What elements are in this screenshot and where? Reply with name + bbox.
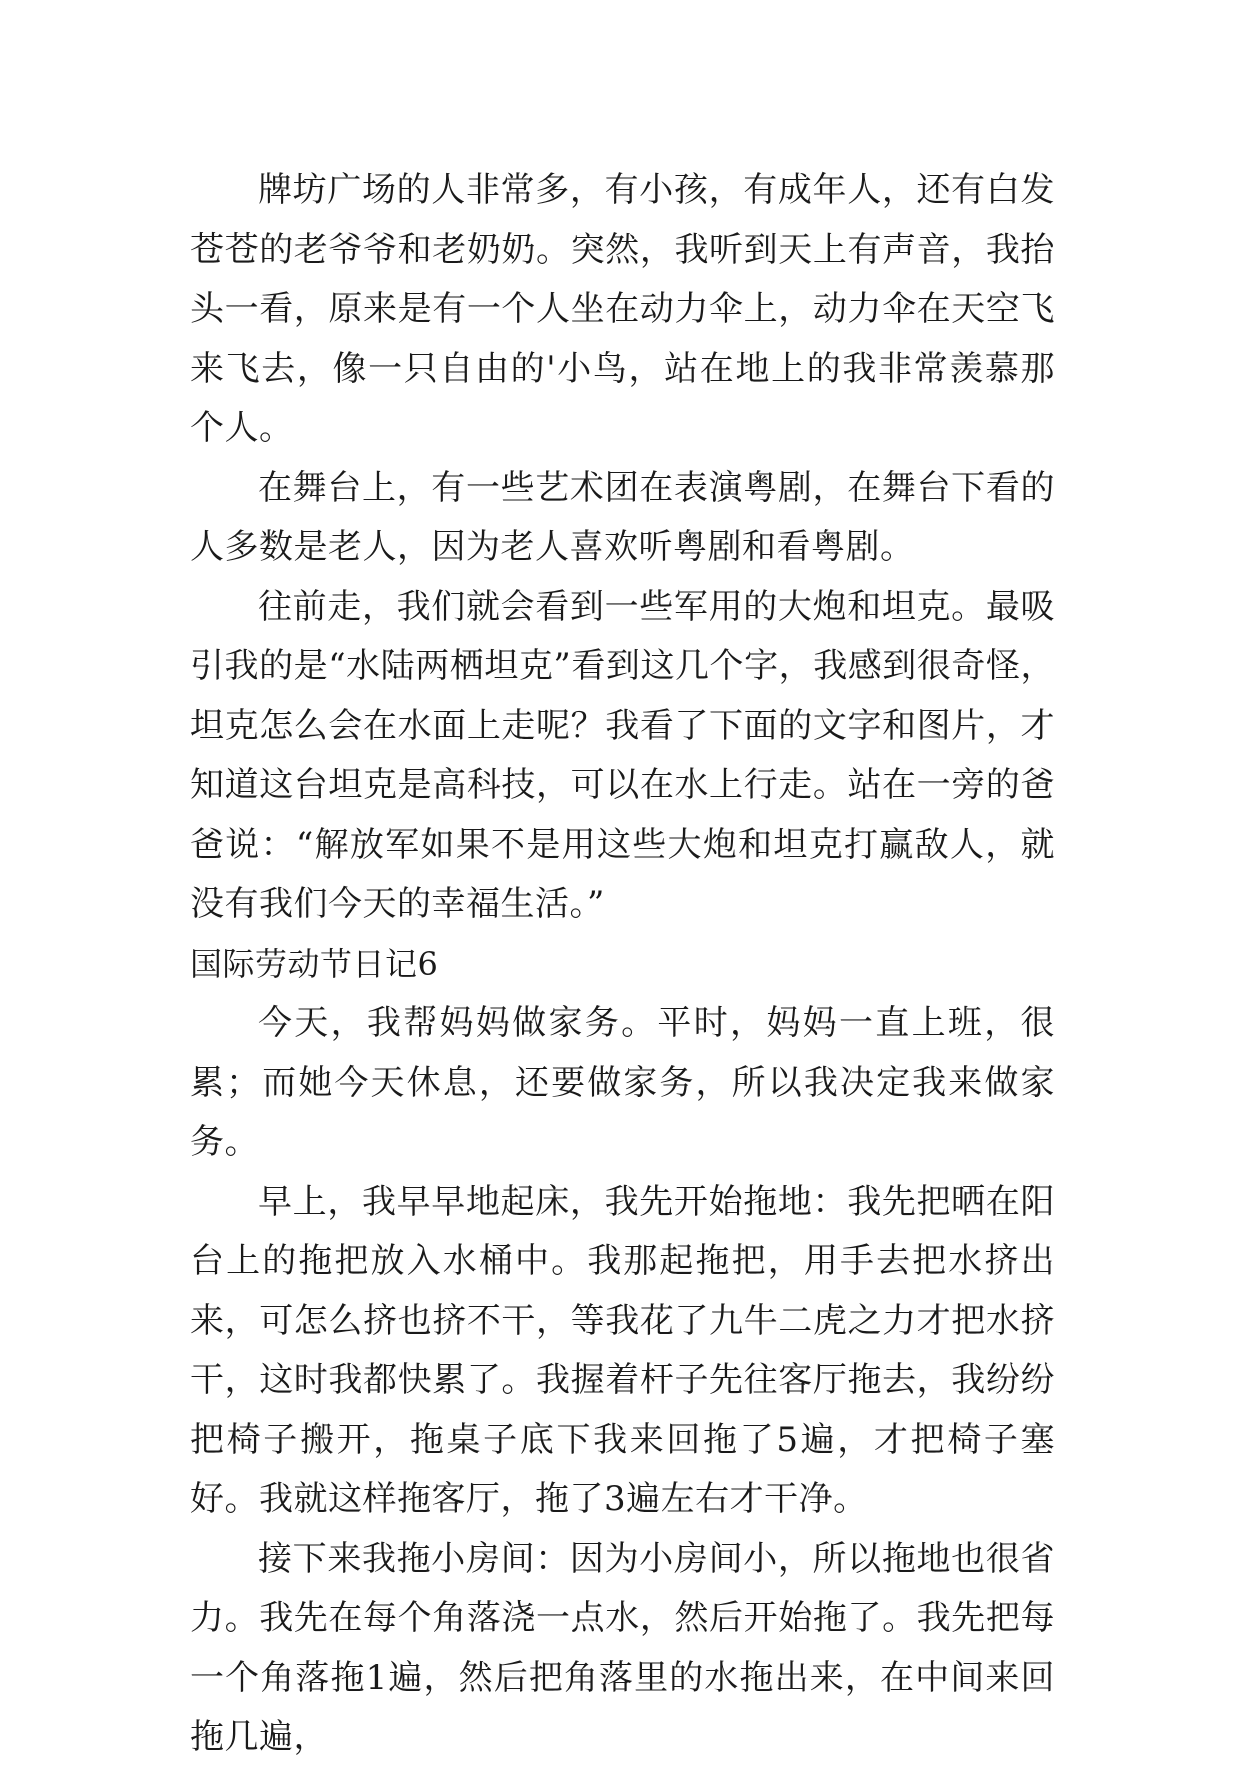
paragraph-mopping-living-room: 早上，我早早地起床，我先开始拖地：我先把晒在阳台上的拖把放入水桶中。我那起拖把，用手去把水挤出来，可怎么挤也挤不干，等我花了九牛二虎之力才把水挤干，这时我都快累了。我握着杆子先往客厅拖去，我纷纷把椅子搬开，拖桌子底下我来回拖了5遍，才把椅子塞好。我就这样拖客厅，拖了3遍左右才干净。 bbox=[190, 1181, 1055, 1519]
paragraph-housework-intro: 今天，我帮妈妈做家务。平时，妈妈一直上班，很累；而她今天休息，还要做家务，所以我决定我来做家务。 bbox=[190, 1003, 1055, 1162]
paragraph-mopping-small-room: 接下来我拖小房间：因为小房间小，所以拖地也很省力。我先在每个角落浇一点水，然后开始拖了。我先把每一个角落拖1遍，然后把角落里的水拖出来，在中间来回拖几遍， bbox=[190, 1538, 1055, 1757]
paragraph-stage-opera: 在舞台上，有一些艺术团在表演粤剧，在舞台下看的人多数是老人，因为老人喜欢听粤剧和看粤剧。 bbox=[190, 467, 1055, 567]
paragraph-tanks: 往前走，我们就会看到一些军用的大炮和坦克。最吸引我的是“水陆两栖坦克”看到这几个字，我感到很奇怪，坦克怎么会在水面上走呢？我看了下面的文字和图片，才知道这台坦克是高科技，可以在水上行走。站在一旁的爸爸说：“解放军如果不是用这些大炮和坦克打赢敌人，就没有我们今天的幸福生活。” bbox=[190, 586, 1055, 924]
section-heading: 国际劳动节日记6 bbox=[190, 944, 439, 983]
paragraph-square-crowd: 牌坊广场的人非常多，有小孩，有成年人，还有白发苍苍的老爷爷和老奶奶。突然，我听到天上有声音，我抬头一看，原来是有一个人坐在动力伞上，动力伞在天空飞来飞去，像一只自由的'小鸟，站在地上的我非常羡慕那个人。 bbox=[190, 170, 1055, 448]
document-body bbox=[190, 161, 1055, 1768]
